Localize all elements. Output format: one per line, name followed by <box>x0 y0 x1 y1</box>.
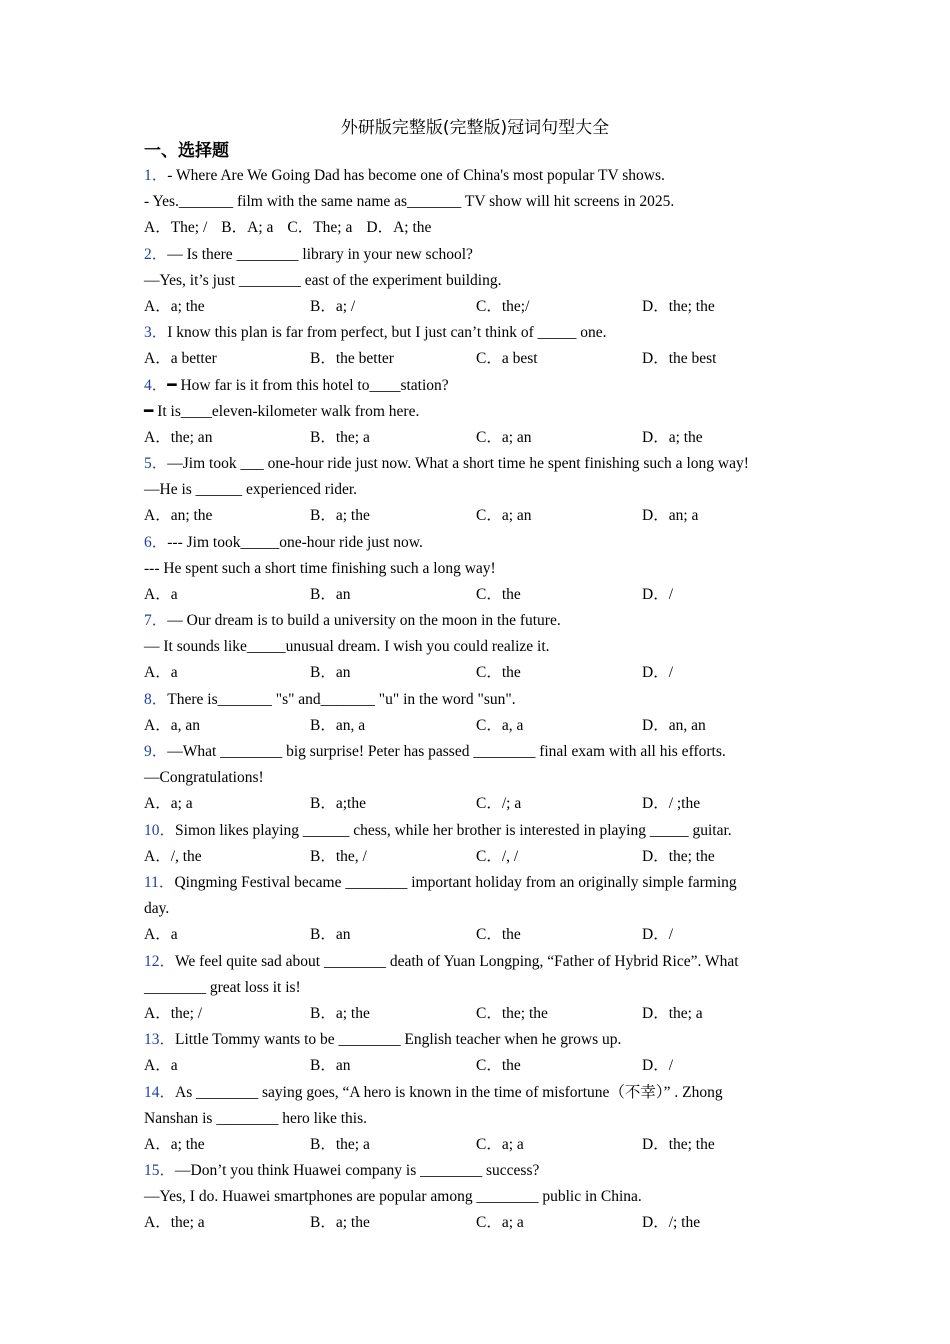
question-5 <box>144 451 824 530</box>
question-stem <box>144 451 824 477</box>
question-stem <box>144 163 824 189</box>
option-b[interactable]: B．the; a <box>310 1135 370 1153</box>
option-a[interactable]: A．an; the <box>144 507 213 524</box>
option-d[interactable]: D．/ ;the <box>642 795 701 812</box>
option-c[interactable]: C．a; an <box>476 507 532 524</box>
question-number: 13． <box>144 1031 176 1048</box>
question-text: - Where Are We Going Dad has become one of China's most popular TV shows. <box>167 167 665 184</box>
question-text: — Is there ________ library in your new school? <box>167 245 473 263</box>
section-heading: 一、选择题 <box>144 141 229 161</box>
question-number: 12． <box>144 952 176 970</box>
question-stem <box>144 818 824 844</box>
option-a[interactable]: A．the; a <box>144 1214 205 1231</box>
document-page <box>144 115 824 1237</box>
question-number: 8． <box>144 690 168 708</box>
question-text: —Don’t you think Huawei company is ________ success? <box>175 1162 540 1179</box>
question-number: 3． <box>144 324 168 341</box>
option-c[interactable]: C．a; a <box>476 1214 524 1231</box>
question-1 <box>144 163 824 242</box>
option-a[interactable]: A．the; / <box>144 1004 203 1022</box>
question-9 <box>144 739 824 818</box>
option-a[interactable]: A．a; the <box>144 297 205 315</box>
question-stem <box>144 320 824 346</box>
question-number: 11． <box>144 874 175 891</box>
option-b[interactable]: B．a; / <box>310 297 356 315</box>
option-c[interactable]: C．the <box>476 1057 521 1074</box>
question-number: 7． <box>144 612 168 629</box>
option-b[interactable]: B．the, / <box>310 847 367 865</box>
question-text: — It sounds like_____unusual dream. I wish you could realize it. <box>144 638 550 655</box>
question-number: 14． <box>144 1083 176 1101</box>
question-text: --- Jim took_____one-hour ride just now. <box>167 533 423 551</box>
option-c[interactable]: C．a; an <box>476 428 532 446</box>
question-14 <box>144 1080 824 1159</box>
question-number: 9． <box>144 743 168 760</box>
option-b[interactable]: B．the better <box>310 350 394 367</box>
option-a[interactable]: A．a better <box>144 350 217 367</box>
question-4 <box>144 373 824 452</box>
question-7 <box>144 608 824 687</box>
question-text: day. <box>144 900 170 917</box>
option-b[interactable]: B．an, a <box>310 716 366 734</box>
option-a[interactable]: A．a <box>144 926 178 943</box>
answer-options <box>144 791 824 818</box>
option-d[interactable]: D．the best <box>642 350 717 367</box>
question-stem <box>144 608 824 634</box>
option-a[interactable]: A．a; a <box>144 795 193 812</box>
question-12 <box>144 949 824 1028</box>
answer-options <box>144 1001 824 1028</box>
question-stem <box>144 1158 824 1184</box>
option-d[interactable]: D．/; the <box>642 1214 701 1231</box>
question-text: ━ How far is it from this hotel to____station? <box>167 376 449 394</box>
question-text: —Congratulations! <box>144 769 264 786</box>
question-stem <box>144 870 824 896</box>
question-stem <box>144 1080 824 1106</box>
option-a[interactable]: A．a <box>144 1057 178 1074</box>
option-d[interactable]: D．an, an <box>642 716 706 734</box>
option-d[interactable]: D．/ <box>642 664 674 681</box>
option-c[interactable]: C．the <box>476 664 521 681</box>
question-text: —What ________ big surprise! Peter has passed ________ final exam with all his efforts. <box>167 743 726 760</box>
question-text: ________ great loss it is! <box>144 978 301 996</box>
answer-options <box>144 1132 824 1159</box>
question-number: 10． <box>144 821 176 839</box>
question-text: —Yes, it’s just ________ east of the experiment building. <box>144 271 502 289</box>
option-c[interactable]: C．/, / <box>476 847 519 865</box>
question-number: 5． <box>144 455 168 472</box>
option-b[interactable]: B．a; the <box>310 507 370 524</box>
option-c[interactable]: C．a best <box>476 350 538 367</box>
option-b[interactable]: B．a;the <box>310 795 366 812</box>
question-number: 15． <box>144 1162 176 1179</box>
question-stem-continued <box>144 765 824 791</box>
answer-options <box>144 215 824 242</box>
option-d[interactable]: D．/ <box>642 1057 674 1074</box>
question-stem-continued <box>144 1184 824 1210</box>
question-13 <box>144 1027 824 1080</box>
option-a[interactable]: A．/, the <box>144 847 202 865</box>
option-c[interactable]: C．a; a <box>476 1135 524 1153</box>
question-text: Little Tommy wants to be ________ English teacher when he grows up. <box>175 1031 622 1048</box>
option-a[interactable]: A．a, an <box>144 716 200 734</box>
document-title: 外研版完整版(完整版)冠词句型大全 <box>340 118 610 138</box>
option-c[interactable]: C．the <box>476 585 521 603</box>
option-c[interactable]: C．the;/ <box>476 297 530 315</box>
option-b[interactable]: B．a; the <box>310 1004 370 1022</box>
option-b[interactable]: B．A; a <box>221 219 274 236</box>
question-text: --- He spent such a short time finishing such a long way! <box>144 559 496 577</box>
answer-options <box>144 425 824 452</box>
answer-options <box>144 844 824 871</box>
question-text: ━ It is____eleven-kilometer walk from here. <box>144 402 420 420</box>
option-a[interactable]: A．a; the <box>144 1135 205 1153</box>
question-stem-continued <box>144 556 824 582</box>
answer-options <box>144 660 824 687</box>
option-c[interactable]: C．the; the <box>476 1004 548 1022</box>
question-text: - Yes._______ film with the same name as_______ TV show will hit screens in 2025. <box>144 193 675 210</box>
option-d[interactable]: D．/ <box>642 585 674 603</box>
question-text: —He is ______ experienced rider. <box>144 481 358 498</box>
option-a[interactable]: A．the; an <box>144 428 213 446</box>
question-stem <box>144 530 824 556</box>
option-b[interactable]: B．an <box>310 585 351 603</box>
option-c[interactable]: C．the <box>476 926 521 943</box>
option-c[interactable]: C．The; a <box>287 219 353 236</box>
question-text: — Our dream is to build a university on the moon in the future. <box>167 612 561 629</box>
option-c[interactable]: C．/; a <box>476 795 522 812</box>
option-b[interactable]: B．a; the <box>310 1214 370 1231</box>
answer-options <box>144 922 824 949</box>
option-a[interactable]: A．The; / <box>144 219 208 236</box>
option-d[interactable]: D．the; the <box>642 1135 715 1153</box>
question-2 <box>144 242 824 321</box>
question-6 <box>144 530 824 609</box>
question-stem <box>144 739 824 765</box>
question-stem-continued <box>144 189 824 215</box>
answer-options <box>144 346 824 373</box>
question-number: 6． <box>144 533 168 551</box>
option-b[interactable]: B．an <box>310 1057 351 1074</box>
question-3 <box>144 320 824 373</box>
question-stem <box>144 373 824 399</box>
question-stem <box>144 949 824 975</box>
question-stem-continued <box>144 1106 824 1132</box>
option-d[interactable]: D．an; a <box>642 507 699 524</box>
question-text: We feel quite sad about ________ death of Yuan Longping, “Father of Hybrid Rice”. What <box>175 952 739 970</box>
question-stem <box>144 242 824 268</box>
question-text: There is_______ "s" and_______ "u" in the word "sun". <box>167 690 516 708</box>
option-c[interactable]: C．a, a <box>476 716 524 734</box>
question-number: 4． <box>144 376 168 394</box>
question-number: 1． <box>144 167 168 184</box>
question-text: Simon likes playing ______ chess, while her brother is interested in playing _____ guitar. <box>175 821 732 839</box>
question-number: 2． <box>144 245 168 263</box>
question-text: —Jim took ___ one-hour ride just now. What a short time he spent finishing such a long way! <box>167 455 749 472</box>
option-a[interactable]: A．a <box>144 585 178 603</box>
option-d[interactable]: D．the; the <box>642 847 715 865</box>
question-stem-continued <box>144 975 824 1001</box>
question-stem-continued <box>144 477 824 503</box>
question-stem <box>144 687 824 713</box>
question-text: Qingming Festival became ________ important holiday from an originally simple farming <box>174 874 737 891</box>
question-11 <box>144 870 824 949</box>
option-b[interactable]: B．an <box>310 664 351 681</box>
answer-options <box>144 1210 824 1237</box>
question-list <box>144 163 824 1237</box>
option-b[interactable]: B．the; a <box>310 428 370 446</box>
option-d[interactable]: D．a; the <box>642 428 703 446</box>
question-stem-continued <box>144 399 824 425</box>
answer-options <box>144 713 824 740</box>
question-text: I know this plan is far from perfect, but I just can’t think of _____ one. <box>167 324 607 341</box>
question-stem-continued <box>144 268 824 294</box>
option-a[interactable]: A．a <box>144 664 178 681</box>
question-stem <box>144 1027 824 1053</box>
question-text: As ________ saying goes, “A hero is known in the time of misfortune（不幸）” . Zhong <box>175 1083 723 1101</box>
answer-options <box>144 1053 824 1080</box>
question-text: —Yes, I do. Huawei smartphones are popular among ________ public in China. <box>144 1188 642 1205</box>
option-b[interactable]: B．an <box>310 926 351 943</box>
option-d[interactable]: D．the; the <box>642 297 715 315</box>
option-d[interactable]: D．/ <box>642 926 674 943</box>
question-text: Nanshan is ________ hero like this. <box>144 1109 368 1127</box>
answer-options <box>144 503 824 530</box>
option-d[interactable]: D．A; the <box>366 219 432 236</box>
question-stem-continued <box>144 634 824 660</box>
question-10 <box>144 818 824 871</box>
question-15 <box>144 1158 824 1237</box>
answer-options <box>144 582 824 609</box>
option-d[interactable]: D．the; a <box>642 1004 703 1022</box>
answer-options <box>144 294 824 321</box>
question-stem-continued <box>144 896 824 922</box>
question-8 <box>144 687 824 740</box>
